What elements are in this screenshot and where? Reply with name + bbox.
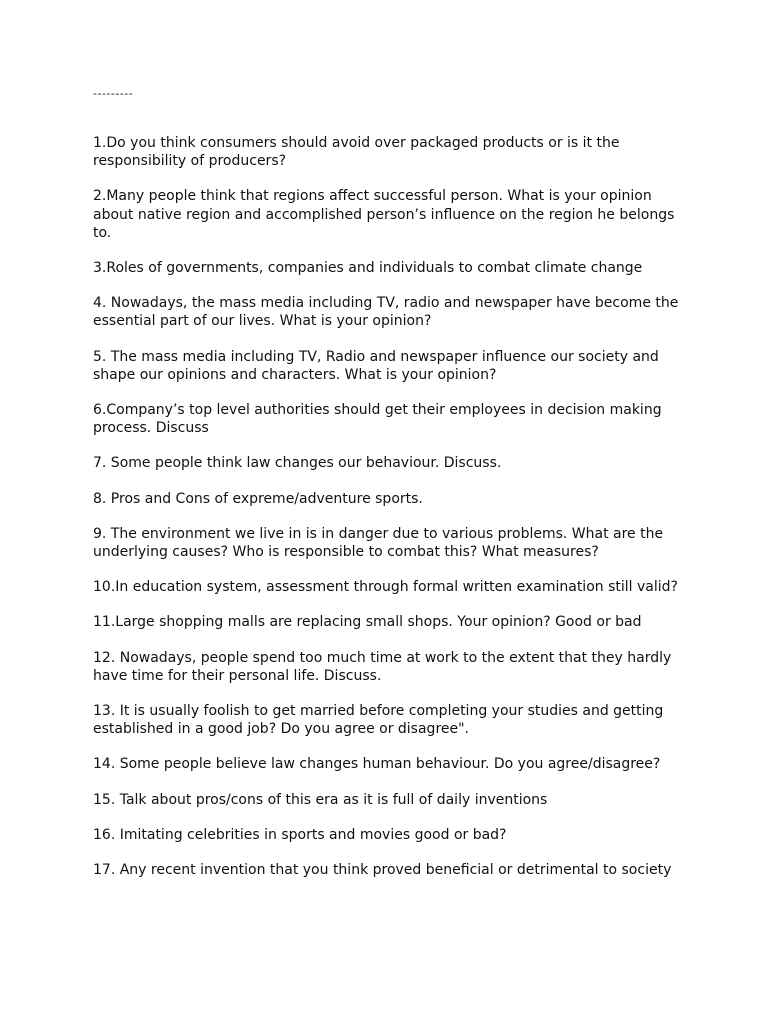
- question-item: 1.Do you think consumers should avoid over packaged products or is it the responsibility of producers?: [93, 135, 620, 170]
- question-item: 14. Some people believe law changes human behaviour. Do you agree/disagree?: [93, 756, 661, 773]
- question-item: 12. Nowadays, people spend too much time at work to the extent that they hardly have time for their personal life. Discuss.: [93, 649, 672, 684]
- question-item: 15. Talk about pros/cons of this era as it is full of daily inventions: [93, 791, 548, 808]
- question-item: 3.Roles of governments, companies and individuals to combat climate change: [93, 260, 643, 277]
- question-item: 10.In education system, assessment through formal written examination still valid?: [93, 579, 678, 596]
- question-item: 5. The mass media including TV, Radio and newspaper influence our society and shape our opinions and characters. What is your opinion?: [93, 348, 659, 383]
- question-list: [93, 134, 683, 896]
- question-item: 8. Pros and Cons of expreme/adventure sports.: [93, 490, 423, 507]
- question-item: 4. Nowadays, the mass media including TV, radio and newspaper have become the essential part of our lives. What is your opinion?: [93, 295, 679, 330]
- question-item: 11.Large shopping malls are replacing small shops. Your opinion? Good or bad: [93, 614, 642, 631]
- separator-line: ---------: [93, 87, 134, 100]
- question-item: 9. The environment we live in is in danger due to various problems. What are the underlying causes? Who is responsible to combat this? What measures?: [93, 525, 664, 561]
- question-item: 17. Any recent invention that you think proved beneficial or detrimental to society: [93, 862, 672, 879]
- question-item: 7. Some people think law changes our behaviour. Discuss.: [93, 455, 502, 472]
- question-item: 6.Company’s top level authorities should get their employees in decision making process. Discuss: [93, 402, 662, 437]
- question-item: 2.Many people think that regions affect successful person. What is your opinion about native region and accomplished person’s influence on the region he belongs to.: [93, 188, 675, 241]
- question-item: 13. It is usually foolish to get married before completing your studies and getting established in a good job? Do you agree or disagree".: [93, 703, 664, 738]
- question-item: 16. Imitating celebrities in sports and movies good or bad?: [93, 826, 507, 843]
